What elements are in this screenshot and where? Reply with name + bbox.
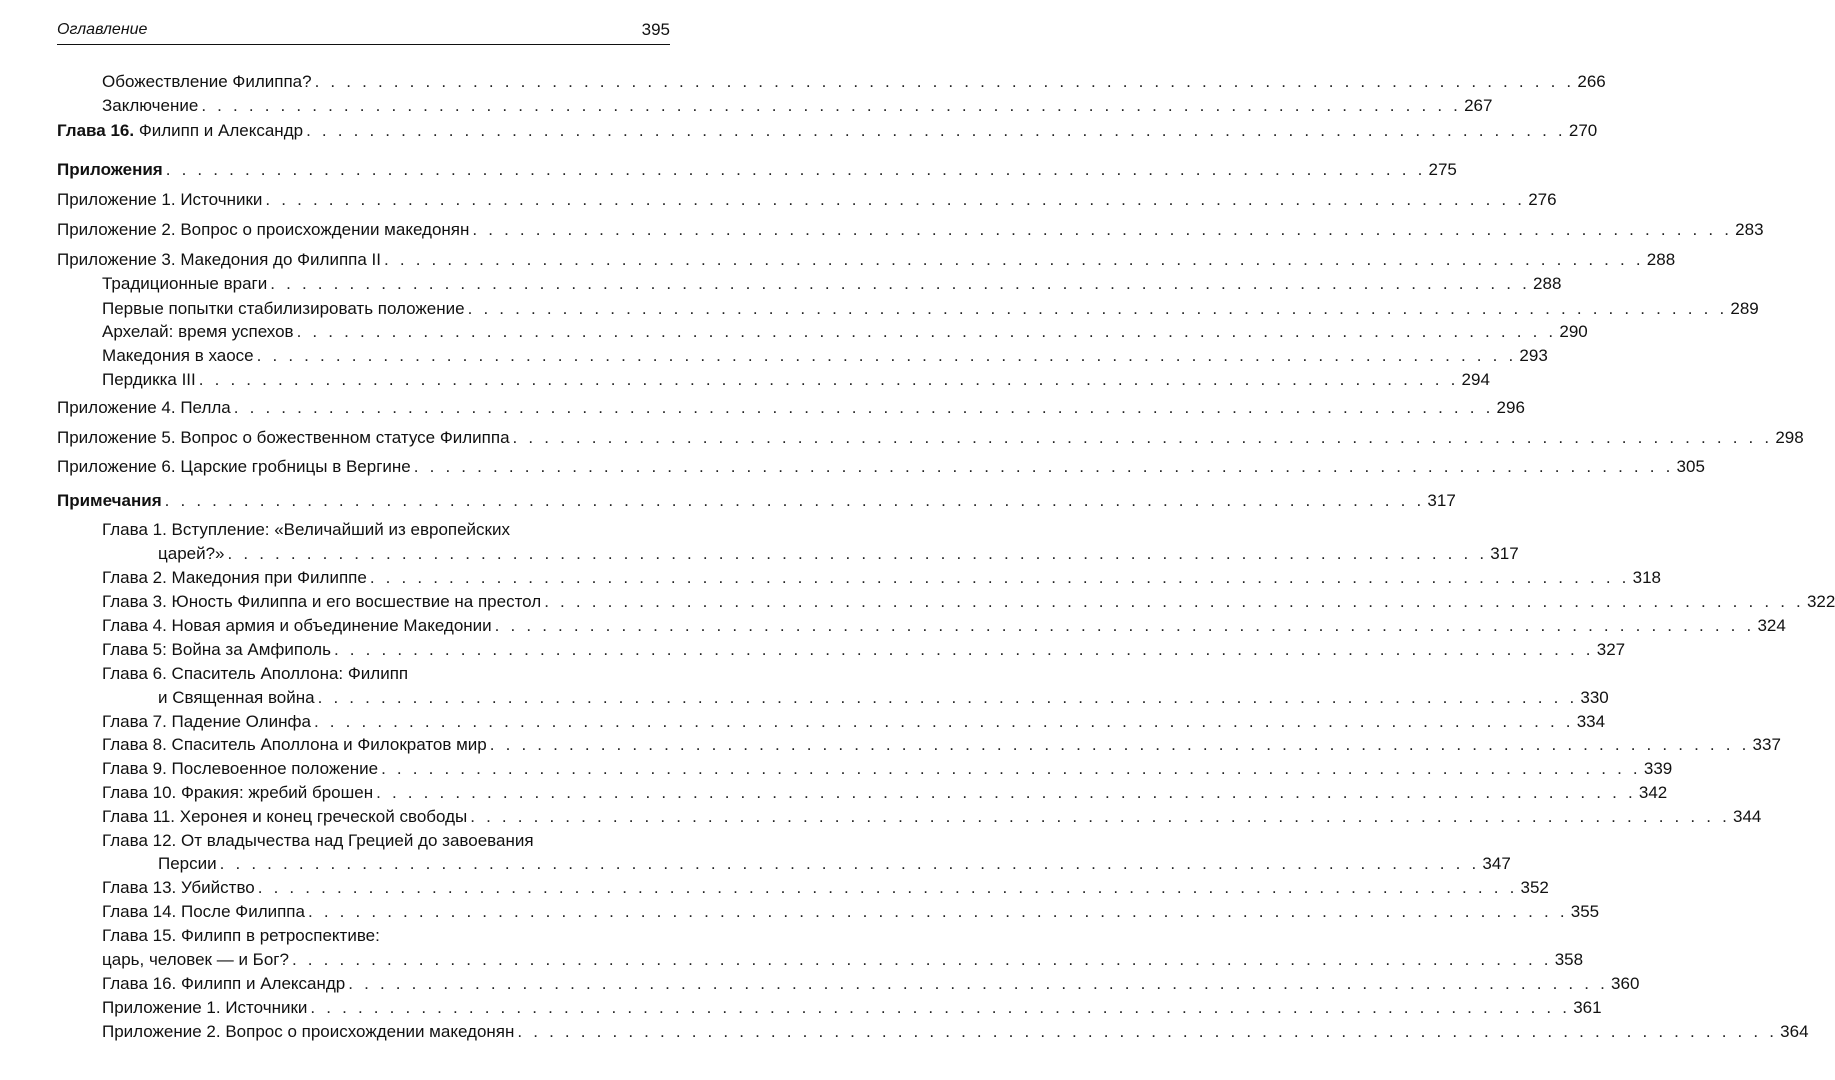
- toc-entry-label: Приложение 1. Источники: [102, 998, 308, 1017]
- toc-entry: [102, 272, 1562, 296]
- toc-entry-page: 342: [1638, 783, 1668, 802]
- toc-entry-label: Глава 11. Херонея и конец греческой свободы: [102, 807, 468, 826]
- toc-entry-page: 266: [1577, 72, 1606, 91]
- toc-entry: [158, 542, 1519, 566]
- toc-entry-page: 347: [1482, 854, 1511, 873]
- toc-entry: [102, 662, 670, 686]
- toc-entry: [102, 518, 670, 542]
- toc-entry: [102, 972, 1640, 996]
- toc-entry-label: Глава 12. От владычества над Грецией до завоевания: [102, 831, 534, 850]
- toc-entry: [158, 686, 1609, 710]
- toc-entry: [102, 70, 1606, 94]
- toc-entry: [102, 566, 1661, 590]
- toc-entry-label: Приложение 4. Пелла: [57, 398, 231, 417]
- toc-entry-label: Приложения: [57, 160, 163, 179]
- toc-entry-page: 317: [1427, 491, 1456, 510]
- toc-entry: [102, 320, 1588, 344]
- toc-entry-page: 289: [1730, 299, 1759, 318]
- toc-entry-page: 361: [1573, 998, 1602, 1017]
- dot-leader: . . . . . . . . . . . . . . . . . . . . . . . . . . . . . . . . . . . . . . . . . . . . . . . . . . . . . . . . . . . . . . . . . . . . . . . . . . . . . . . .: [512, 428, 1773, 447]
- dot-leader: . . . . . . . . . . . . . . . . . . . . . . . . . . . . . . . . . . . . . . . . . . . . . . . . . . . . . . . . . . . . . . . . . . . . . . . . . . . . . . . .: [201, 96, 1462, 115]
- toc-entry: [57, 489, 1456, 513]
- toc-entry: [57, 158, 1457, 182]
- toc-entry-page: 322: [1806, 592, 1835, 611]
- toc-entry-label: Приложение 5. Вопрос о божественном статусе Филиппа: [57, 428, 510, 447]
- dot-leader: . . . . . . . . . . . . . . . . . . . . . . . . . . . . . . . . . . . . . . . . . . . . . . . . . . . . . . . . . . . . . . . . . . . . . . . . . . . . . . . .: [270, 274, 1531, 293]
- toc-entry-label: Примечания: [57, 491, 162, 510]
- toc-entry-page: 358: [1554, 950, 1584, 969]
- dot-leader: . . . . . . . . . . . . . . . . . . . . . . . . . . . . . . . . . . . . . . . . . . . . . . . . . . . . . . . . . . . . . . . . . . . . . . . . . . . . . . . .: [256, 346, 1517, 365]
- toc-entry-chapter-number: Глава 16.: [57, 121, 135, 140]
- dot-leader: . . . . . . . . . . . . . . . . . . . . . . . . . . . . . . . . . . . . . . . . . . . . . . . . . . . . . . . . . . . . . . . . . . . . . . . . . . . . . . . .: [376, 783, 1636, 802]
- dot-leader: . . . . . . . . . . . . . . . . . . . . . . . . . . . . . . . . . . . . . . . . . . . . . . . . . . . . . . . . . . . . . . . . . . . . . . . . . . . . . . . .: [296, 322, 1557, 341]
- toc-entry-page: 364: [1780, 1022, 1809, 1041]
- dot-leader: . . . . . . . . . . . . . . . . . . . . . . . . . . . . . . . . . . . . . . . . . . . . . . . . . . . . . . . . . . . . . . . . . . . . . . . . . . . . . . . .: [314, 72, 1575, 91]
- toc-entry: [57, 248, 1676, 272]
- toc-entry-label: царь, человек — и Бог?: [102, 950, 289, 969]
- toc-entry: [158, 852, 1511, 876]
- dot-leader: . . . . . . . . . . . . . . . . . . . . . . . . . . . . . . . . . . . . . . . . . . . . . . . . . . . . . . . . . . . . . . . . . . . . . . . . . . . . . . . .: [227, 544, 1488, 563]
- toc-entry-label: Приложение 3. Македония до Филиппа II: [57, 250, 382, 269]
- dot-leader: . . . . . . . . . . . . . . . . . . . . . . . . . . . . . . . . . . . . . . . . . . . . . . . . . . . . . . . . . . . . . . . . . . . . . . . . . . . . . . . .: [494, 616, 1755, 635]
- toc-entry: [102, 590, 1835, 614]
- toc-entry-label: Глава 2. Македония при Филиппе: [102, 568, 367, 587]
- toc-entry: [102, 1020, 1809, 1044]
- toc-entry-page: 283: [1735, 220, 1764, 239]
- toc-entry: [102, 757, 1673, 781]
- toc-entry-label: Глава 5: Война за Амфиполь: [102, 640, 331, 659]
- toc-entry-page: 355: [1570, 902, 1600, 921]
- toc-entry-label: Пердикка III: [102, 370, 196, 389]
- toc-entry-page: 294: [1461, 370, 1490, 389]
- dot-leader: . . . . . . . . . . . . . . . . . . . . . . . . . . . . . . . . . . . . . . . . . . . . . . . . . . . . . . . . . . . . . . . . . . . . . . . . . . . . . . . .: [333, 640, 1594, 659]
- dot-leader: . . . . . . . . . . . . . . . . . . . . . . . . . . . . . . . . . . . . . . . . . . . . . . . . . . . . . . . . . . . . . . . . . . . . . . . . . . . . . . . .: [313, 712, 1574, 731]
- toc-entry: [57, 426, 1804, 450]
- dot-leader: . . . . . . . . . . . . . . . . . . . . . . . . . . . . . . . . . . . . . . . . . . . . . . . . . . . . . . . . . . . . . . . . . . . . . . . . . . . . . . . .: [381, 759, 1641, 778]
- toc-entry: [102, 94, 1493, 118]
- dot-leader: . . . . . . . . . . . . . . . . . . . . . . . . . . . . . . . . . . . . . . . . . . . . . . . . . . . . . . . . . . . . . . . . . . . . . . . . . . . . . . . .: [317, 688, 1578, 707]
- toc-entry-page: 305: [1676, 457, 1705, 476]
- toc-entry-label: Обожествление Филиппа?: [102, 72, 312, 91]
- toc-entry-label: Глава 3. Юность Филиппа и его восшествие на престол: [102, 592, 542, 611]
- running-header-title: Оглавление: [57, 21, 148, 38]
- toc-entry-label: Глава 8. Спаситель Аполлона и Филократов мир: [102, 735, 487, 754]
- toc-entry: [102, 829, 670, 853]
- toc-entry-page: 317: [1490, 544, 1519, 563]
- toc-entry: [57, 218, 1764, 242]
- toc-entry-page: 334: [1576, 712, 1606, 731]
- toc-entry: [57, 455, 1705, 479]
- dot-leader: . . . . . . . . . . . . . . . . . . . . . . . . . . . . . . . . . . . . . . . . . . . . . . . . . . . . . . . . . . . . . . . . . . . . . . . . . . . . . . . .: [257, 878, 1518, 897]
- dot-leader: . . . . . . . . . . . . . . . . . . . . . . . . . . . . . . . . . . . . . . . . . . . . . . . . . . . . . . . . . . . . . . . . . . . . . . . . . . . . . . . .: [307, 902, 1568, 921]
- toc-entry-label: Глава 16. Филипп и Александр: [57, 121, 304, 140]
- dot-leader: . . . . . . . . . . . . . . . . . . . . . . . . . . . . . . . . . . . . . . . . . . . . . . . . . . . . . . . . . . . . . . . . . . . . . . . . . . . . . . . .: [310, 998, 1571, 1017]
- toc-entry-page: 267: [1464, 96, 1493, 115]
- toc-entry: [102, 710, 1606, 734]
- toc-entry-page: 290: [1559, 322, 1588, 341]
- toc-entry: [102, 876, 1549, 900]
- toc-entry-label: Глава 15. Филипп в ретроспективе:: [102, 926, 380, 945]
- dot-leader: . . . . . . . . . . . . . . . . . . . . . . . . . . . . . . . . . . . . . . . . . . . . . . . . . . . . . . . . . . . . . . . . . . . . . . . . . . . . . . . .: [489, 735, 1750, 754]
- toc-entry-page: 298: [1775, 428, 1804, 447]
- dot-leader: . . . . . . . . . . . . . . . . . . . . . . . . . . . . . . . . . . . . . . . . . . . . . . . . . . . . . . . . . . . . . . . . . . . . . . . . . . . . . . . .: [219, 854, 1480, 873]
- toc-entry-page: 288: [1533, 274, 1562, 293]
- toc-entry: [102, 996, 1602, 1020]
- dot-leader: . . . . . . . . . . . . . . . . . . . . . . . . . . . . . . . . . . . . . . . . . . . . . . . . . . . . . . . . . . . . . . . . . . . . . . . . . . . . . . . .: [544, 592, 1804, 611]
- toc-entry-label: Глава 9. Послевоенное положение: [102, 759, 379, 778]
- toc-entry: [102, 948, 1584, 972]
- toc-entry-label: Македония в хаосе: [102, 346, 254, 365]
- toc-entry-label: Глава 13. Убийство: [102, 878, 255, 897]
- dot-leader: . . . . . . . . . . . . . . . . . . . . . . . . . . . . . . . . . . . . . . . . . . . . . . . . . . . . . . . . . . . . . . . . . . . . . . . . . . . . . . . .: [306, 121, 1566, 140]
- dot-leader: . . . . . . . . . . . . . . . . . . . . . . . . . . . . . . . . . . . . . . . . . . . . . . . . . . . . . . . . . . . . . . . . . . . . . . . . . . . . . . . .: [198, 370, 1459, 389]
- dot-leader: . . . . . . . . . . . . . . . . . . . . . . . . . . . . . . . . . . . . . . . . . . . . . . . . . . . . . . . . . . . . . . . . . . . . . . . . . . . . . . . .: [348, 974, 1609, 993]
- toc-entry-label: Глава 4. Новая армия и объединение Македонии: [102, 616, 492, 635]
- toc-entry-label: Приложение 6. Царские гробницы в Вергине: [57, 457, 411, 476]
- toc-entry-label: Глава 6. Спаситель Аполлона: Филипп: [102, 664, 409, 683]
- toc-entry-page: 337: [1752, 735, 1781, 754]
- toc-entry-page: 288: [1646, 250, 1676, 269]
- toc-entry: [102, 368, 1490, 392]
- toc-entry-label: Глава 7. Падение Олинфа: [102, 712, 311, 731]
- toc-entry: [57, 119, 1598, 143]
- toc-entry-page: 270: [1568, 121, 1598, 140]
- toc-entry-page: 327: [1596, 640, 1626, 659]
- toc-entry: [102, 733, 1781, 757]
- toc-entry: [102, 614, 1786, 638]
- toc-entry-page: 275: [1428, 160, 1457, 179]
- toc-entry-label: Заключение: [102, 96, 199, 115]
- toc-entry: [102, 924, 670, 948]
- toc-entry-page: 276: [1528, 190, 1557, 209]
- dot-leader: . . . . . . . . . . . . . . . . . . . . . . . . . . . . . . . . . . . . . . . . . . . . . . . . . . . . . . . . . . . . . . . . . . . . . . . . . . . . . . . .: [413, 457, 1674, 476]
- toc-entry: [57, 188, 1557, 212]
- toc-entry-label: Приложение 2. Вопрос о происхождении македонян: [102, 1022, 515, 1041]
- toc-entry-label: Приложение 2. Вопрос о происхождении македонян: [57, 220, 470, 239]
- toc-entry-label: Традиционные враги: [102, 274, 268, 293]
- toc-entry: [102, 900, 1600, 924]
- toc-entry-page: 330: [1580, 688, 1609, 707]
- page-number: 395: [641, 20, 670, 39]
- dot-leader: . . . . . . . . . . . . . . . . . . . . . . . . . . . . . . . . . . . . . . . . . . . . . . . . . . . . . . . . . . . . . . . . . . . . . . . . . . . . . . . .: [291, 950, 1552, 969]
- dot-leader: . . . . . . . . . . . . . . . . . . . . . . . . . . . . . . . . . . . . . . . . . . . . . . . . . . . . . . . . . . . . . . . . . . . . . . . . . . . . . . . .: [472, 220, 1733, 239]
- toc-entry: [102, 805, 1762, 829]
- dot-leader: . . . . . . . . . . . . . . . . . . . . . . . . . . . . . . . . . . . . . . . . . . . . . . . . . . . . . . . . . . . . . . . . . . . . . . . . . . . . . . . .: [164, 491, 1425, 510]
- dot-leader: . . . . . . . . . . . . . . . . . . . . . . . . . . . . . . . . . . . . . . . . . . . . . . . . . . . . . . . . . . . . . . . . . . . . . . . . . . . . . . . .: [265, 190, 1526, 209]
- toc-entry-page: 360: [1611, 974, 1640, 993]
- toc-entry-page: 352: [1520, 878, 1549, 897]
- toc-entry: [102, 638, 1626, 662]
- toc-entry-page: 293: [1519, 346, 1548, 365]
- toc-entry-page: 318: [1632, 568, 1661, 587]
- toc-entry-label: Приложение 1. Источники: [57, 190, 263, 209]
- dot-leader: . . . . . . . . . . . . . . . . . . . . . . . . . . . . . . . . . . . . . . . . . . . . . . . . . . . . . . . . . . . . . . . . . . . . . . . . . . . . . . . .: [165, 160, 1426, 179]
- toc-entry-page: 344: [1733, 807, 1762, 826]
- dot-leader: . . . . . . . . . . . . . . . . . . . . . . . . . . . . . . . . . . . . . . . . . . . . . . . . . . . . . . . . . . . . . . . . . . . . . . . . . . . . . . . .: [470, 807, 1731, 826]
- toc-entry-label: царей?»: [158, 544, 225, 563]
- toc-entry: [102, 344, 1548, 368]
- dot-leader: . . . . . . . . . . . . . . . . . . . . . . . . . . . . . . . . . . . . . . . . . . . . . . . . . . . . . . . . . . . . . . . . . . . . . . . . . . . . . . . .: [233, 398, 1494, 417]
- dot-leader: . . . . . . . . . . . . . . . . . . . . . . . . . . . . . . . . . . . . . . . . . . . . . . . . . . . . . . . . . . . . . . . . . . . . . . . . . . . . . . . .: [369, 568, 1630, 587]
- toc-entry-page: 339: [1643, 759, 1673, 778]
- dot-leader: . . . . . . . . . . . . . . . . . . . . . . . . . . . . . . . . . . . . . . . . . . . . . . . . . . . . . . . . . . . . . . . . . . . . . . . . . . . . . . . .: [384, 250, 1644, 269]
- toc-entry-page: 324: [1757, 616, 1786, 635]
- dot-leader: . . . . . . . . . . . . . . . . . . . . . . . . . . . . . . . . . . . . . . . . . . . . . . . . . . . . . . . . . . . . . . . . . . . . . . . . . . . . . . . .: [467, 299, 1728, 318]
- toc-entry-label: Первые попытки стабилизировать положение: [102, 299, 465, 318]
- toc-entry-label: Глава 10. Фракия: жребий брошен: [102, 783, 374, 802]
- toc-entry-label: Глава 1. Вступление: «Величайший из европейских: [102, 520, 510, 539]
- toc-entry-label: Глава 16. Филипп и Александр: [102, 974, 346, 993]
- dot-leader: . . . . . . . . . . . . . . . . . . . . . . . . . . . . . . . . . . . . . . . . . . . . . . . . . . . . . . . . . . . . . . . . . . . . . . . . . . . . . . . .: [517, 1022, 1778, 1041]
- toc-entry-label: Глава 14. После Филиппа: [102, 902, 305, 921]
- toc-entry: [102, 297, 1759, 321]
- toc-entry: [102, 781, 1668, 805]
- toc-entry-label: и Священная война: [158, 688, 315, 707]
- toc-entry-label: Архелай: время успехов: [102, 322, 294, 341]
- toc-entry-page: 296: [1496, 398, 1525, 417]
- toc-entry: [57, 396, 1525, 420]
- toc-entry-label: Персии: [158, 854, 217, 873]
